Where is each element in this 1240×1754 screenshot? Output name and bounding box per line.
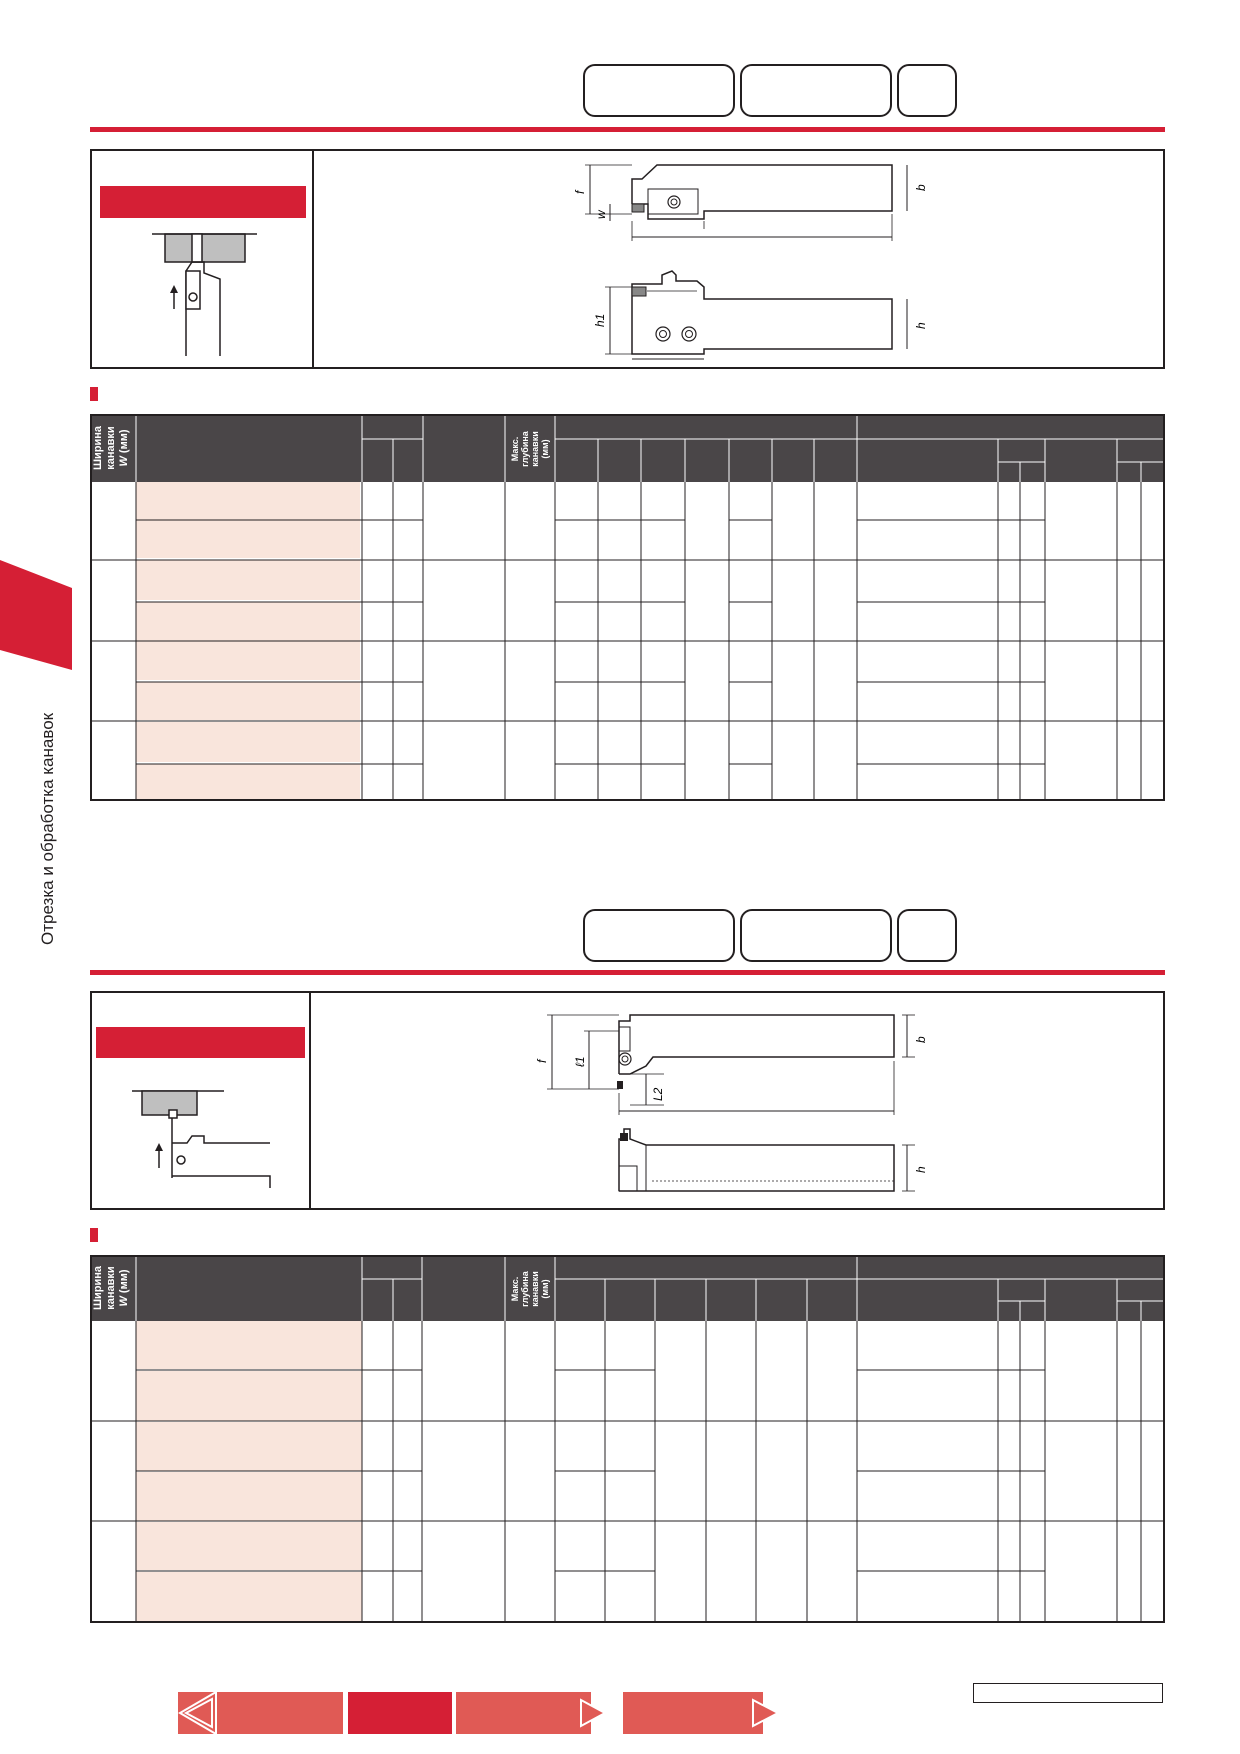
application-sketch-1 [142,231,282,356]
side-tab-marker [0,560,72,670]
spec-table-2 [90,1255,1165,1623]
application-cell-1 [92,151,314,367]
nav-next-button[interactable] [623,1692,778,1734]
dim-b-label: b [914,184,928,191]
dim-L2-label: L2 [651,1087,665,1101]
dim-h1-label: h1 [593,313,607,327]
table-1-header-depth-text: Макс. глубина канавки (мм) [510,431,550,467]
dim-h-label-2: h [914,1166,928,1173]
section-divider-1 [90,127,1165,132]
figure-panel-2 [90,991,1165,1210]
table-marker-2 [90,1228,98,1242]
table-2-header-width-text: Ширина канавки W (мм) [92,1265,130,1311]
side-tab-label: Отрезка и обработка канавок [38,712,57,945]
tag-box-2c [897,909,957,962]
application-sketch-2 [132,1088,272,1188]
table-1-header-width-text: Ширина канавки W (мм) [92,425,130,471]
spec-table-1 [90,414,1165,801]
dim-b-label-2: b [914,1036,928,1043]
section-divider-2 [90,970,1165,975]
tool-drawing-1 [492,159,972,364]
nav-section-button[interactable] [456,1692,605,1734]
figure-panel-1 [90,149,1165,369]
page-id-box [973,1683,1163,1703]
application-cell-2 [92,993,311,1208]
dim-l1-label: ℓ1 [573,1056,587,1067]
tag-box-2a [583,909,735,962]
nav-home-button[interactable] [348,1692,452,1734]
dim-f-label: f [573,190,587,194]
dim-w-label: w [594,210,608,219]
spec-table-1-grid [90,414,1165,801]
arrow-right-icon [581,1700,605,1726]
application-bar-2 [96,1027,305,1058]
tool-drawing-2 [492,1001,972,1206]
nav-prev-button[interactable] [178,1692,343,1734]
tag-box-2b [740,909,892,962]
table-2-header-depth-text: Макс. глубина канавки (мм) [510,1271,550,1307]
table-1-header-width [90,414,136,482]
dim-h-label: h [914,322,928,329]
footer-navigation [178,1690,792,1738]
application-bar-1 [100,186,306,218]
dim-f-label-2: f [535,1059,549,1063]
tag-box-1c [897,64,957,117]
spec-table-2-grid [90,1255,1165,1623]
table-marker-1 [90,387,98,401]
arrow-right-icon-2 [753,1700,778,1726]
tag-box-1a [583,64,735,117]
tag-box-1b [740,64,892,117]
